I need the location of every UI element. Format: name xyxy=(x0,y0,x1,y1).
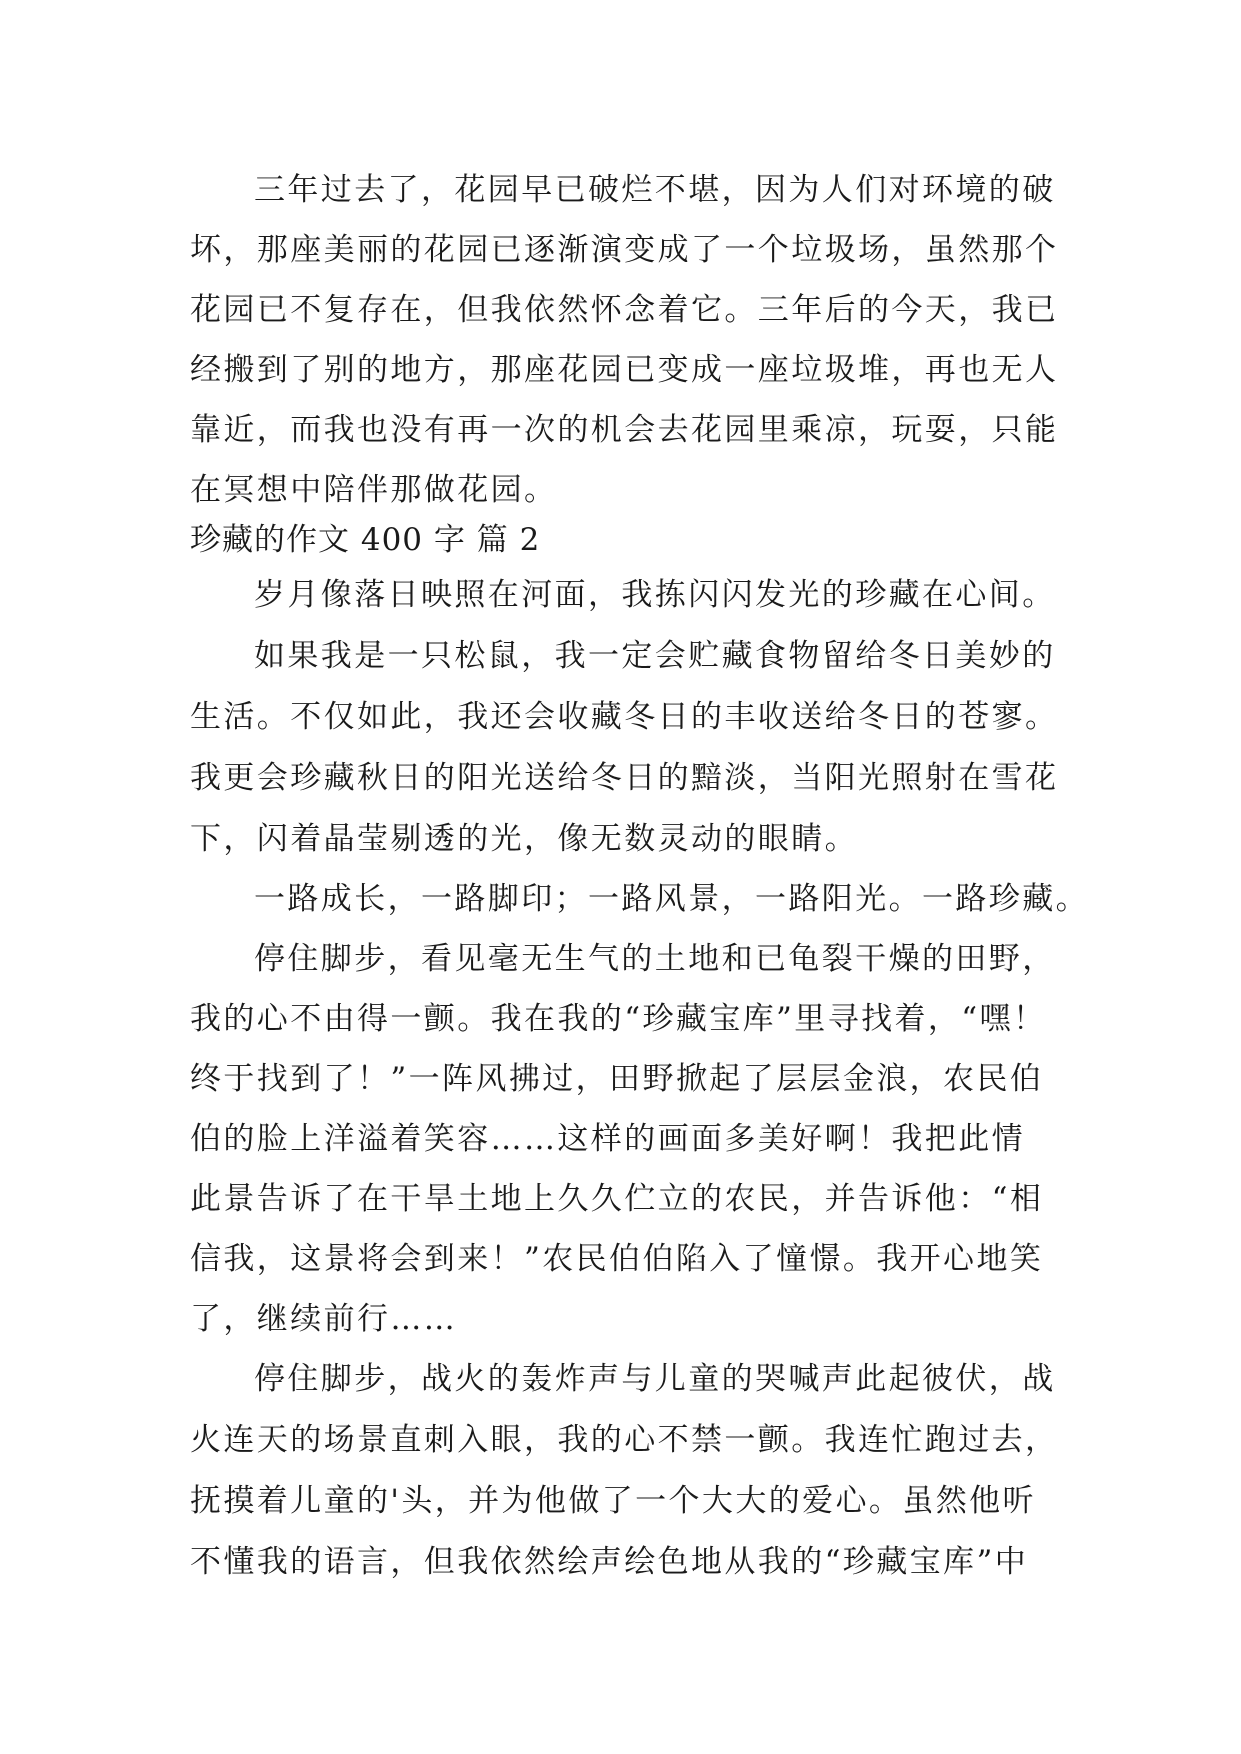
paragraph-line: 抚摸着儿童的'头，并为他做了一个大大的爱心。虽然他听 xyxy=(190,1483,1036,1519)
paragraph-line: 下，闪着晶莹剔透的光，像无数灵动的眼睛。 xyxy=(190,821,858,857)
paragraph-line: 我的心不由得一颤。我在我的“珍藏宝库”里寻找着，“嘿！ xyxy=(190,1001,1047,1037)
paragraph-line: 如果我是一只松鼠，我一定会贮藏食物留给冬日美妙的 xyxy=(254,638,1056,674)
paragraph-line: 终于找到了！”一阵风拂过，田野掀起了层层金浪，农民伯 xyxy=(190,1061,1044,1097)
paragraph-line: 岁月像落日映照在河面，我拣闪闪发光的珍藏在心间。 xyxy=(254,577,1056,613)
paragraph-line: 经搬到了别的地方，那座花园已变成一座垃圾堆，再也无人 xyxy=(190,352,1059,388)
section-heading: 珍藏的作文 400 字 篇 2 xyxy=(190,522,541,558)
paragraph-line: 火连天的场景直刺入眼，我的心不禁一颤。我连忙跑过去， xyxy=(190,1422,1059,1458)
paragraph-line: 了，继续前行…… xyxy=(190,1301,458,1337)
paragraph-line: 生活。不仅如此，我还会收藏冬日的丰收送给冬日的苍寥。 xyxy=(190,699,1059,735)
paragraph-line: 靠近，而我也没有再一次的机会去花园里乘凉，玩耍，只能 xyxy=(190,412,1059,448)
paragraph-line: 伯的脸上洋溢着笑容……这样的画面多美好啊！我把此情 xyxy=(190,1121,1025,1157)
paragraph-line: 此景告诉了在干旱土地上久久伫立的农民，并告诉他：“相 xyxy=(190,1181,1044,1217)
paragraph-line: 三年过去了，花园早已破烂不堪，因为人们对环境的破 xyxy=(254,172,1056,208)
paragraph-line: 不懂我的语言，但我依然绘声绘色地从我的“珍藏宝库”中 xyxy=(190,1544,1029,1580)
paragraph-line: 信我，这景将会到来！”农民伯伯陷入了憧憬。我开心地笑 xyxy=(190,1241,1044,1277)
paragraph-line: 一路成长，一路脚印；一路风景，一路阳光。一路珍藏。 xyxy=(254,881,1089,917)
paragraph-line: 花园已不复存在，但我依然怀念着它。三年后的今天，我已 xyxy=(190,292,1059,328)
paragraph-line: 坏，那座美丽的花园已逐渐演变成了一个垃圾场，虽然那个 xyxy=(190,232,1059,268)
paragraph-line: 停住脚步，战火的轰炸声与儿童的哭喊声此起彼伏，战 xyxy=(254,1361,1056,1397)
paragraph-line: 停住脚步，看见毫无生气的土地和已龟裂干燥的田野， xyxy=(254,941,1056,977)
paragraph-line: 在冥想中陪伴那做花园。 xyxy=(190,472,558,508)
paragraph-line: 我更会珍藏秋日的阳光送给冬日的黯淡，当阳光照射在雪花 xyxy=(190,760,1059,796)
